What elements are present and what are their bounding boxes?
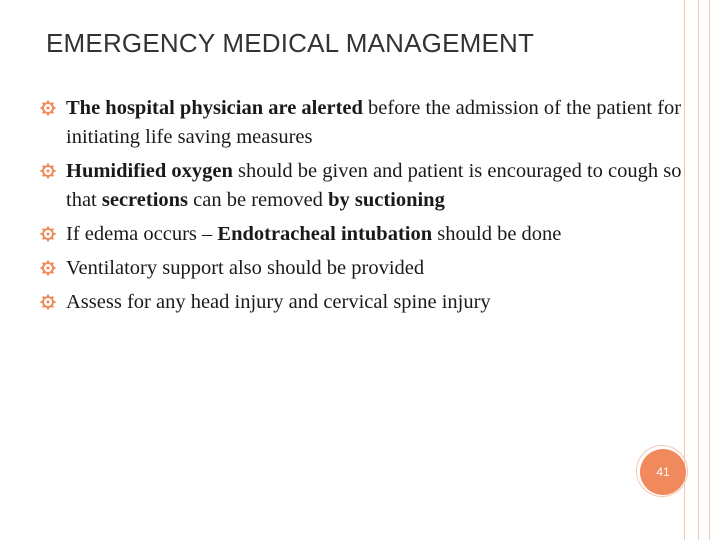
bullet-item [40,220,690,249]
bullet-text-bold: Humidified oxygen [66,160,233,182]
gear-icon [40,260,56,276]
bullet-text [66,160,682,211]
bullet-list [40,94,690,322]
bullet-text-segment: Assess for any head injury and cervical spine injury [66,291,491,313]
bullet-text-segment: should be done [432,223,562,245]
bullet-text [66,97,681,148]
gear-icon [40,226,56,242]
bullet-text [66,257,424,279]
bullet-text-segment: Ventilatory support also should be provided [66,257,425,279]
bullet-text-bold: The hospital physician are alerted [66,97,363,119]
bullet-text-segment: If edema occurs – [66,223,218,245]
gear-icon [40,100,56,116]
bullet-text-bold: secretions [101,189,189,211]
page-number: 41 [656,465,670,479]
border-line-middle [698,0,699,540]
bullet-text-bold: by suctioning [328,189,445,211]
bullet-text-bold: Endotracheal intubation [217,223,433,245]
border-line-inner [709,0,710,540]
bullet-text [66,291,491,313]
gear-icon [40,294,56,310]
bullet-text-segment: before the admission of the patient for initiating life saving measures [66,97,682,148]
bullet-text-segment: should be given and patient is encouraged to cough so that [66,160,682,211]
slide-title: EMERGENCY MEDICAL MANAGEMENT [46,28,535,58]
gear-icon [40,163,56,179]
page-number-badge [640,449,686,495]
bullet-item [40,94,690,152]
bullet-item [40,157,690,215]
bullet-text-segment: can be removed [188,189,329,211]
bullet-text [66,223,561,245]
bullet-item [40,254,690,283]
bullet-item [40,288,690,317]
